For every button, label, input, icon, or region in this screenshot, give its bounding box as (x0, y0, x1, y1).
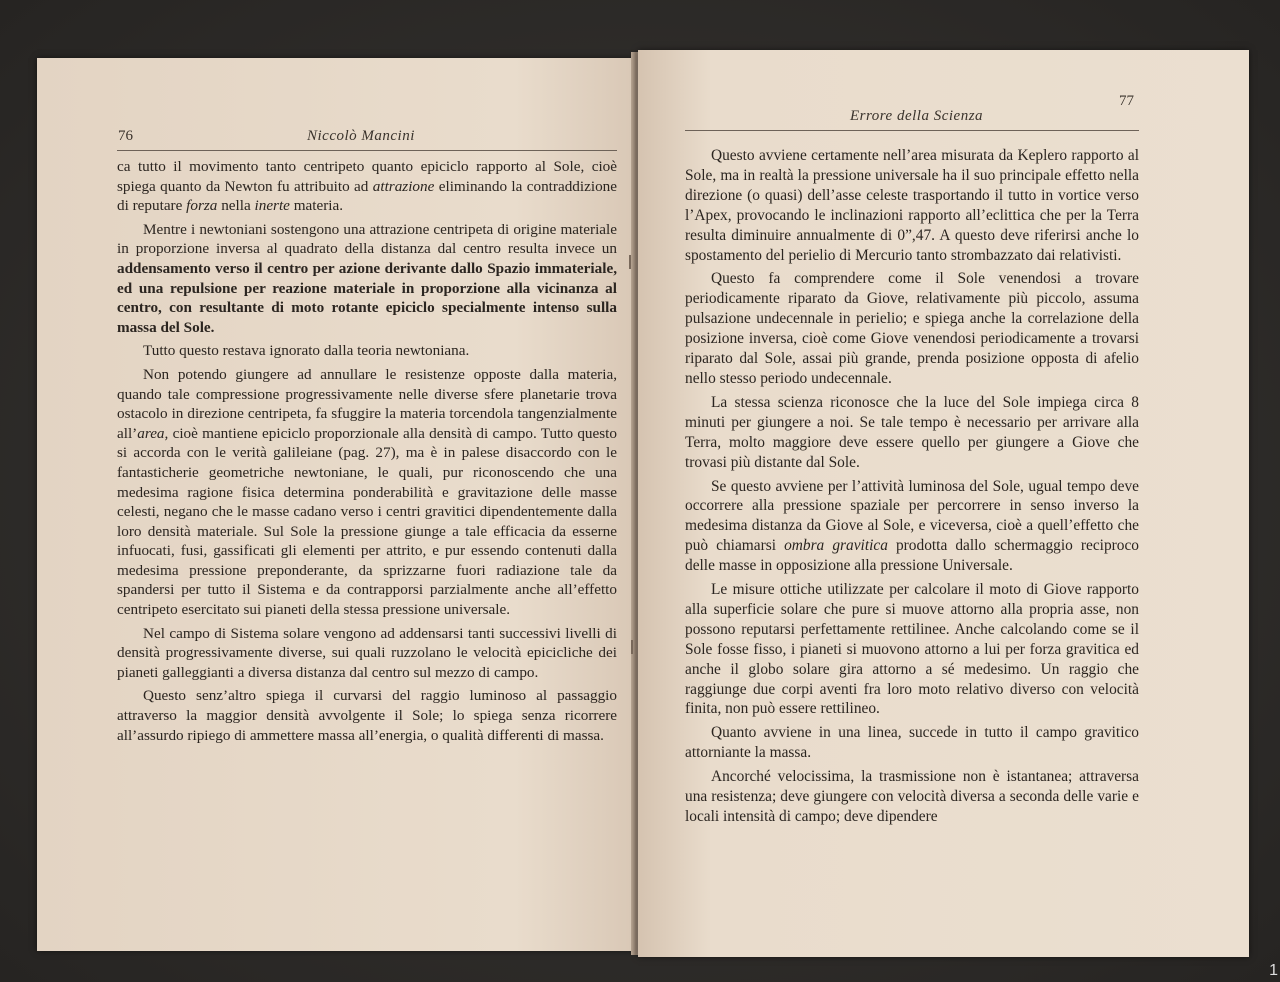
text-run: Mentre i newtoniani sostengono una attrazione centripeta di origine materiale in proporzione inversa al quadrato della distanza dal centro resulta invece un (117, 220, 617, 258)
spine-stitch (629, 255, 631, 269)
left-header-rule (117, 150, 617, 151)
text-run: ca tutto il movimento tanto centripeto quanto epiciclo rapporto al Sole, cioè spiega quanto da Newton fu attribuito ad (117, 158, 617, 195)
text-run: Questo fa comprendere come il Sole venendosi a trovare periodicamente riparato da Giove, relativamente più piccolo, assuma pulsazione undecennale in perielio; e spiega anche la correlazione della posizione inversa, cioè come Giove venendosi periodicamente a trovarsi riparato dal Sole, assai più grande, prenda posizione opposta di afelio nello stesso periodo undecennale. (685, 270, 1139, 387)
text-run: prodotta dallo schermaggio reciproco delle masse in opposizione alla pressione Universale. (685, 537, 1140, 575)
left-page-number: 76 (118, 128, 133, 144)
paragraph (685, 146, 1139, 265)
text-run: Ancorché velocissima, la trasmissione non è istantanea; attraversa una resistenza; deve giungere con velocità diversa a seconda delle varie e locali intensità di campo; deve dipendere (685, 768, 1139, 825)
italic-text: area, (137, 424, 169, 442)
paragraph (117, 624, 617, 683)
text-run: cioè mantiene epiciclo proporzionale alla densità di campo. Tutto questo si accorda con le verità galileiane (pag. 27), ma è in palese disaccordo con le fantasticherie geometriche newtoniane, le quali, pur riconoscendo che una medesima ragione fisica determina ponderabilità e gravitazione delle masse celesti, negano che le masse cadano verso i centri gravitici dipendentemente dalla loro densità materiale. Sul Sole la pressione giunge a tale efficacia da esserne infuocati, fusi, gassificati gli elementi per attrito, e pur essendo contenuti dalla medesima pressione preponderante, da sprizzarne fuori radiazione tale da spandersi per tutto il Sistema e da contrapporsi parzialmente anche all’effetto centripeto esercitato sui pianeti della stessa pressione universale. (117, 424, 617, 619)
italic-text: forza (186, 197, 218, 215)
text-run: Questo avviene certamente nell’area misurata da Keplero rapporto al Sole, ma in realtà la pressione universale ha il suo principale effetto nella direzione (o quasi) dell’asse celeste trasportando il tutto in vortice verso l’Apex, provocando le inclinazioni rapporto all’eclittica che per la Terra resulta diminuire annualmente di 0”,47. A questo deve riferirsi anche lo spostamento del perielio di Mercurio tanto strombazzato dai relativisti. (685, 147, 1139, 264)
text-run: Nel campo di Sistema solare vengono ad addensarsi tanti successivi livelli di densità progressivamente diverse, sui quali ruzzolano le velocità epicicliche dei pianeti galleggianti a diversa distanza dal centro sul mezzo di campo. (117, 624, 617, 681)
italic-text: attrazione (372, 177, 435, 195)
right-header-rule (685, 130, 1139, 131)
left-page (37, 58, 634, 951)
paragraph (117, 686, 617, 745)
text-run: Quanto avviene in una linea, succede in tutto il campo gravitico attorniante la massa. (685, 724, 1139, 762)
paragraph (685, 723, 1139, 763)
text-run: materia. (289, 197, 344, 215)
text-run: Non potendo giungere ad annullare le resistenze opposte dalla materia, quando tale compressione progressivamente nelle diverse sfere planetarie trova ostacolo in direzione centripeta, fa sfuggire la materia torcendola tangenzialmente all’ (117, 365, 617, 442)
text-run: nella (217, 197, 255, 215)
right-page-number: 77 (1119, 93, 1134, 109)
text-run: Questo senz’altro spiega il curvarsi del raggio luminoso al passaggio attraverso la maggior densità avvolgente il Sole; lo spiega senza ricorrere all’assurdo ripiego di ammettere massa all’energia, o qualità differenti di massa. (117, 687, 617, 744)
paragraph (117, 341, 617, 361)
bold-text: addensamento verso il centro per azione derivante dallo Spazio immateriale, ed una repulsione per reazione materiale in proporzione alla vicinanza al centro, con resultante di moto rotante epiciclo specialmente intenso sulla massa del Sole. (117, 259, 617, 336)
paragraph (117, 365, 617, 620)
paragraph (685, 580, 1139, 719)
spine-stitch (631, 640, 633, 654)
text-run: Tutto questo restava ignorato dalla teoria newtoniana. (143, 342, 470, 360)
left-running-head: Niccolò Mancini (307, 128, 415, 144)
text-run: Se questo avviene per l’attività luminosa del Sole, ugual tempo deve occorrere alla pressione spaziale per percorrere in senso inverso la medesima distanza da Giove al Sole, e viceversa, cioè a quell’effetto che può chiamarsi (685, 477, 1139, 555)
italic-text: inerte (254, 197, 290, 215)
right-running-head: Errore della Scienza (850, 108, 984, 124)
paragraph (685, 767, 1139, 827)
paragraph (117, 220, 617, 338)
italic-text: ombra gravitica (784, 537, 888, 555)
text-run: Le misure ottiche utilizzate per calcolare il moto di Giove rapporto alla superficie solare che pure si muove attorno alla propria asse, non possono reputarsi perfettamente rettilinee. Anche calcolando come se il Sole fosse fisso, i pianeti si muovono attorno a lui per forza gravitica ed anche il globo solare gira attorno a sé medesimo. Un raggio che raggiunge due corpi aventi fra loro moto relativo diverso con velocità finita, non può essere rettilineo. (685, 581, 1139, 718)
right-page (638, 50, 1249, 957)
right-text-column (685, 146, 1139, 831)
text-run: La stessa scienza riconosce che la luce del Sole impiega circa 8 minuti per giungere a noi. Se tale tempo è necessario per arrivare alla Terra, molto maggiore deve essere quello per giungere a Giove che trovasi più distante dal Sole. (685, 393, 1139, 471)
paragraph (685, 477, 1139, 577)
text-run: eliminando la contraddizione di reputare (117, 177, 617, 215)
paragraph (117, 157, 617, 216)
paragraph (685, 393, 1139, 473)
paragraph (685, 269, 1139, 388)
left-text-column (117, 157, 617, 749)
corner-mark: 1 (1269, 962, 1278, 979)
